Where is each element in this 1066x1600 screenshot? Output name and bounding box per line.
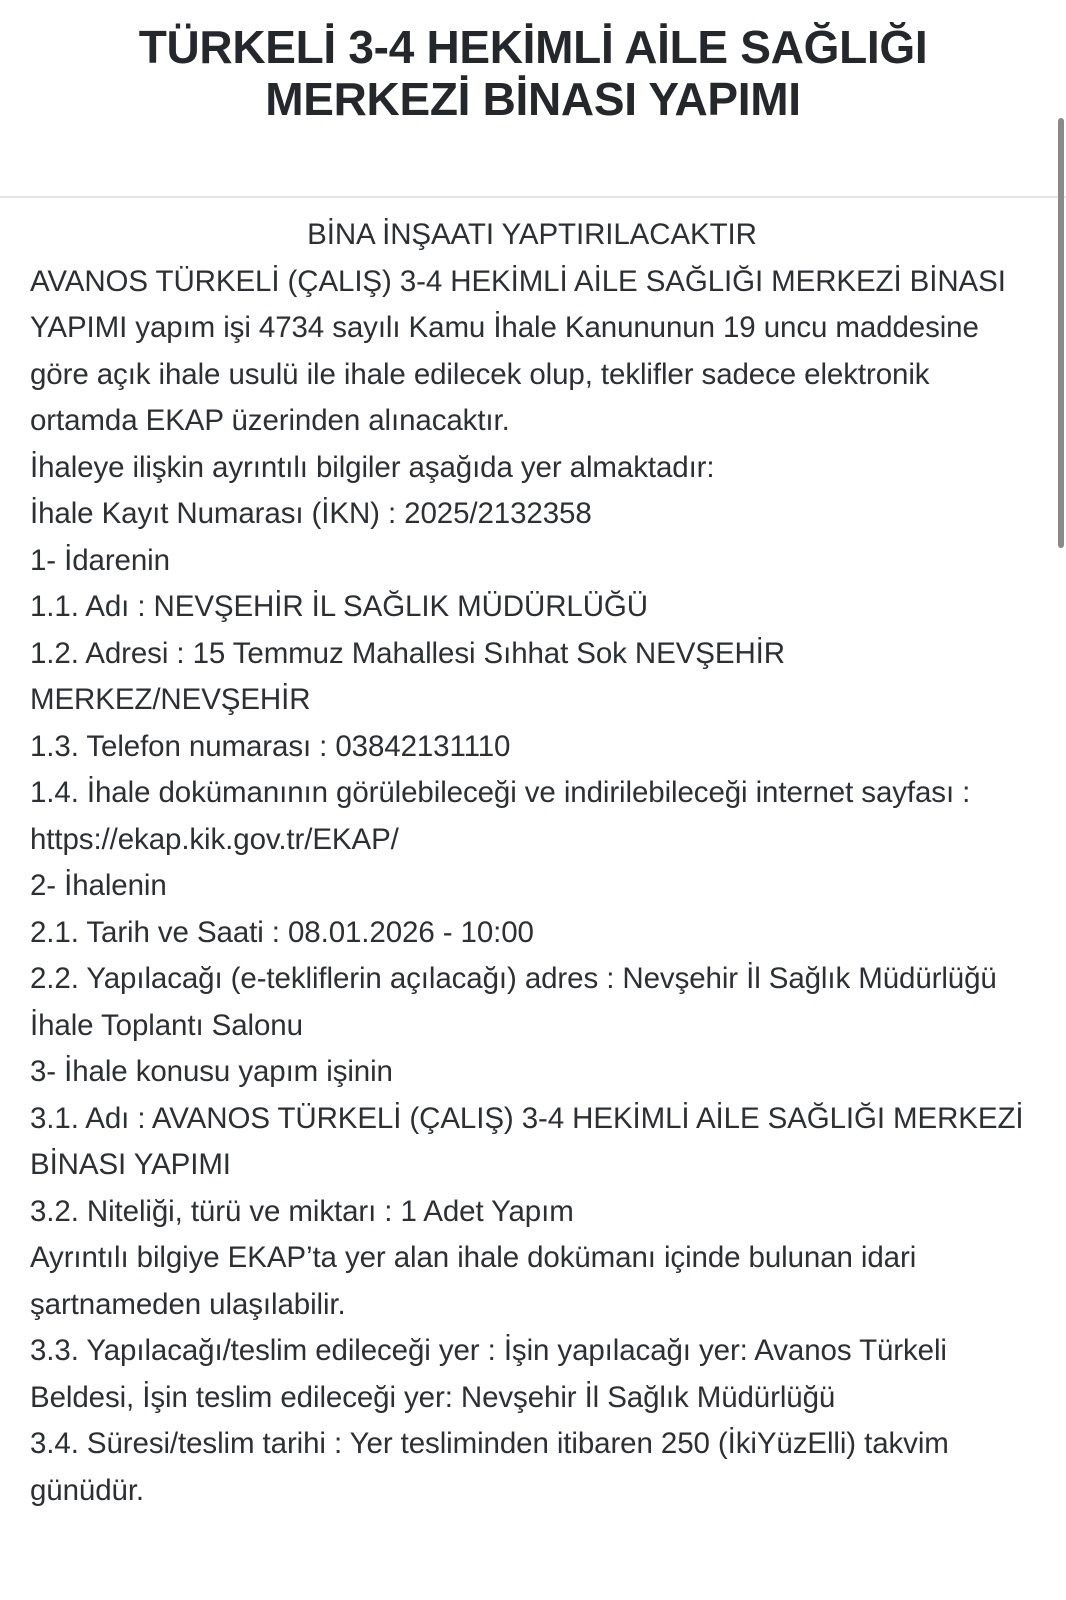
body-item-3-4-duration: 3.4. Süresi/teslim tarihi : Yer tesliminden itibaren 250 (İkiYüzElli) takvim günüdür.: [30, 1427, 957, 1507]
body-item-2-1-date-time: 2.1. Tarih ve Saati : 08.01.2026 - 10:00: [30, 915, 534, 949]
title-block: [0, 0, 1066, 125]
body-item-3-1-work-name: 3.1. Adı : AVANOS TÜRKELİ (ÇALIŞ) 3-4 HEKİMLİ AİLE SAĞLIĞI MERKEZİ BİNASI YAPIMI: [30, 1101, 1032, 1181]
body-item-2-2-location: 2.2. Yapılacağı (e-tekliflerin açılacağı) adres : Nevşehir İl Sağlık Müdürlüğü İhale Toplantı Salonu: [30, 962, 1005, 1042]
body-item-3-3-site: 3.3. Yapılacağı/teslim edileceği yer : İşin yapılacağı yer: Avanos Türkeli Beldesi, İşin teslim edileceği yer: Nevşehir İl Sağlık Müdürlüğü: [30, 1334, 955, 1414]
body-paragraph-description: AVANOS TÜRKELİ (ÇALIŞ) 3-4 HEKİMLİ AİLE SAĞLIĞI MERKEZİ BİNASI YAPIMI yapım işi 4734 sayılı Kamu İhale Kanununun 19 uncu maddesine göre açık ihale usulü ile ihale edilecek olup, teklifler sadece elektronik ortamda EKAP üzerinden alınacaktır.: [30, 264, 1014, 437]
body-section-1-heading: 1- İdarenin: [30, 543, 170, 577]
body-item-1-3-phone: 1.3. Telefon numarası : 03842131110: [30, 729, 511, 763]
body-item-3-2-quantity: 3.2. Niteliği, türü ve miktarı : 1 Adet Yapım: [30, 1194, 574, 1228]
body-item-1-1-name: 1.1. Adı : NEVŞEHİR İL SAĞLIK MÜDÜRLÜĞÜ: [30, 590, 648, 623]
document-body: [0, 212, 1066, 1514]
body-paragraph-registration-number: İhale Kayıt Numarası (İKN) : 2025/2132358: [30, 497, 592, 530]
body-item-1-4-document-url: 1.4. İhale dokümanının görülebileceği ve indirilebileceği internet sayfası : https://ekap.kik.gov.tr/EKAP/: [30, 776, 979, 856]
page-title: TÜRKELİ 3-4 HEKİMLİ AİLE SAĞLIĞI MERKEZİ BİNASI YAPIMI: [138, 21, 928, 125]
body-heading-line: BİNA İNŞAATI YAPTIRILACAKTIR: [307, 218, 757, 251]
body-section-2-heading: 2- İhalenin: [30, 869, 167, 902]
vertical-scrollbar-thumb[interactable]: [1058, 118, 1064, 548]
body-section-3-heading: 3- İhale konusu yapım işinin: [30, 1055, 393, 1088]
body-item-1-2-address: 1.2. Adresi : 15 Temmuz Mahallesi Sıhhat Sok NEVŞEHİR MERKEZ/NEVŞEHİR: [30, 636, 794, 716]
vertical-scrollbar-track[interactable]: [1040, 0, 1066, 1600]
body-paragraph-ekap-note: Ayrıntılı bilgiye EKAP’ta yer alan ihale dokümanı içinde bulunan idari şartnameden ulaşılabilir.: [30, 1241, 925, 1321]
title-divider: [0, 196, 1066, 198]
body-paragraph-details-intro: İhaleye ilişkin ayrıntılı bilgiler aşağıda yer almaktadır:: [30, 450, 715, 484]
